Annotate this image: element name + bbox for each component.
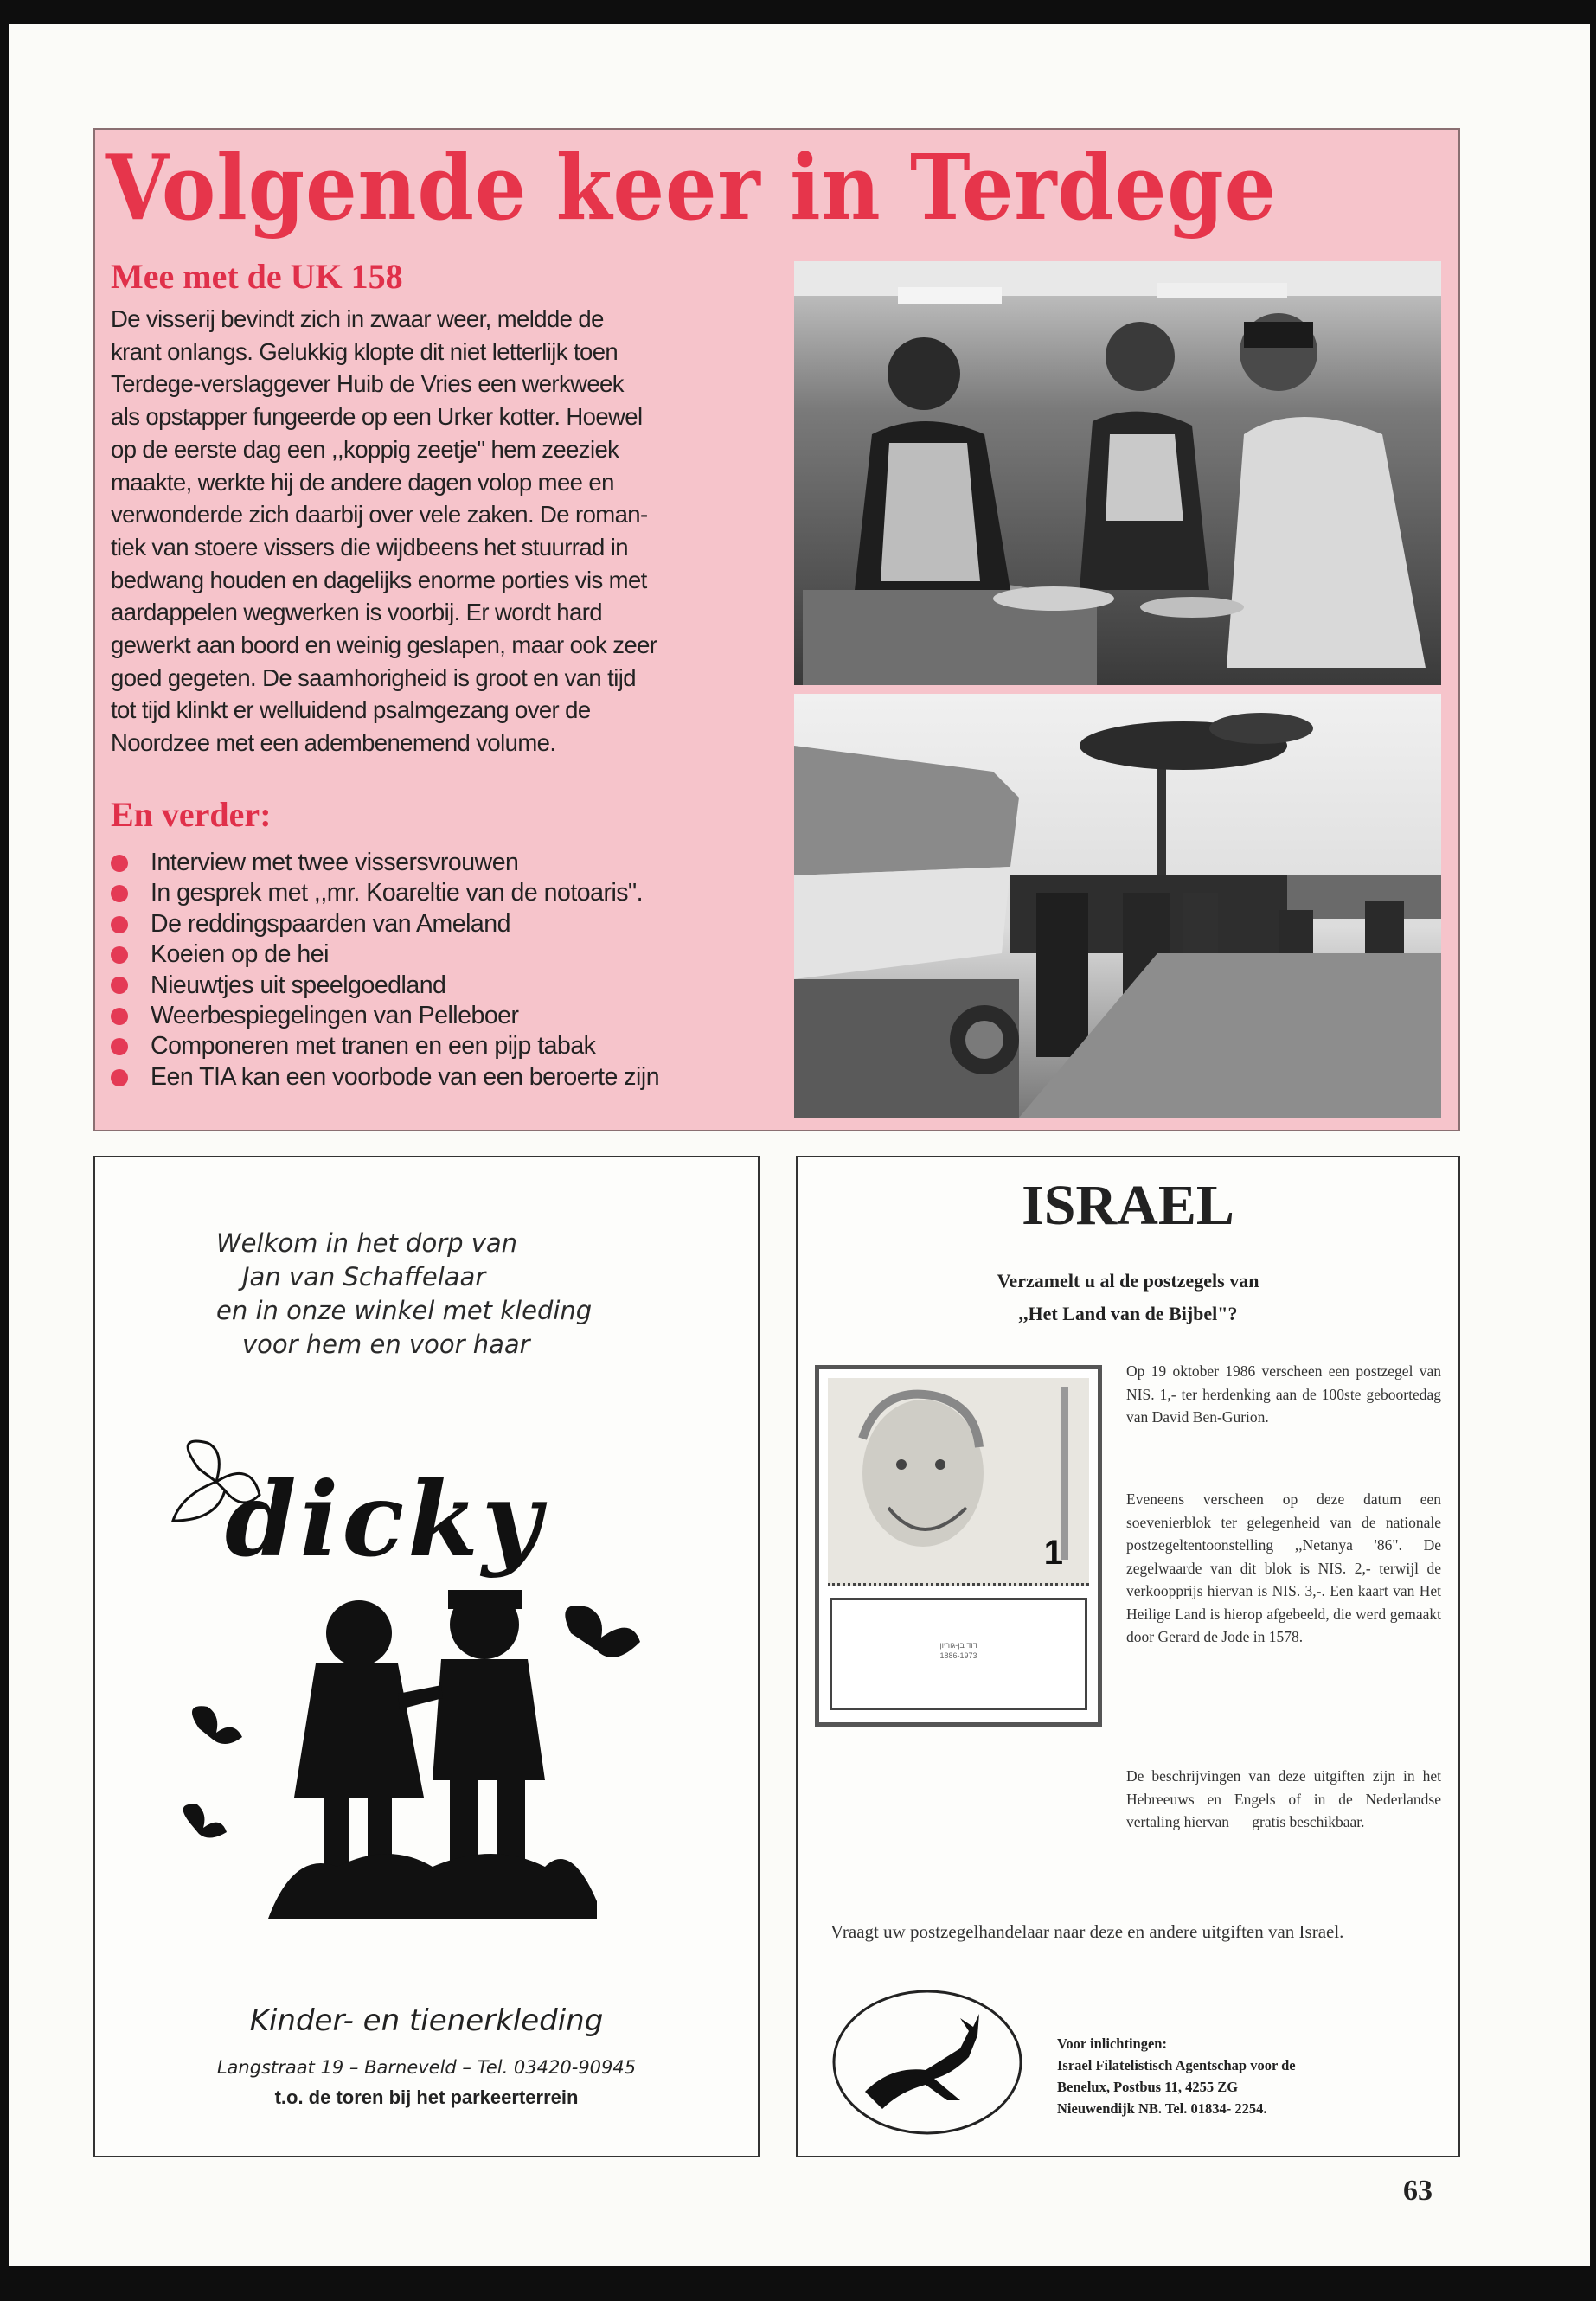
stamp-portrait	[828, 1378, 1089, 1586]
dicky-logo-illustration	[164, 1434, 701, 1919]
list-item: Een TIA kan een voorbode van een beroerte zijn	[111, 1062, 855, 1093]
stamp-value: 1	[1043, 1534, 1063, 1572]
bullet-icon	[111, 916, 128, 933]
article-line: op de eerste dag een ,,koppig zeetje" hem zeeziek	[111, 435, 619, 463]
list-item: Koeien op de hei	[111, 939, 855, 970]
tagline: Kinder- en tienerkleding	[249, 2003, 604, 2038]
souvenir-block-description: Eveneens verscheen op deze datum een soevenierblok ter gelegenheid van de nationale postzegeltentoonstelling ,,Netanya '86". De zegelwaarde van dit blok is NIS. 2,- terwijl de verkoopprijs hiervan is NIS. 3,-. Een kaart van Het Heilige Land is hierop afgebeeld, die werd gemaakt door Gerard de Jode in 1578.	[1126, 1490, 1441, 1645]
article-line: tiek van stoere vissers die wijdbeens het stuurrad in	[111, 533, 628, 561]
shop-address: Langstraat 19 – Barneveld – Tel. 03420-90945	[216, 2057, 637, 2078]
article-line: Noordzee met een adembenemend volume.	[111, 729, 556, 757]
rescue-horses-photo	[794, 694, 1441, 1118]
further-heading: En verder:	[111, 795, 272, 834]
article-line: goed gegeten. De saamhorigheid is groot en van tijd	[111, 663, 636, 691]
article-line: Terdege-verslaggever Huib de Vries een werkweek	[111, 370, 624, 398]
article-line: tot tijd klinkt er welluidend psalmgezang over de	[111, 696, 591, 724]
israel-stamps-advertisement	[796, 1156, 1460, 2157]
dicky-advertisement	[93, 1156, 760, 2157]
next-issue-panel	[93, 128, 1460, 1131]
list-item: Weerbespiegelingen van Pelleboer	[111, 1001, 855, 1031]
ad-title: ISRAEL	[1022, 1174, 1234, 1237]
list-item: In gesprek met ,,mr. Koareltie van de notoaris".	[111, 878, 855, 908]
list-item: Nieuwtjes uit speelgoedland	[111, 971, 855, 1001]
article-body	[111, 303, 768, 760]
article-line: bedwang houden en dagelijks enorme porties vis met	[111, 566, 647, 593]
article-line: als opstapper fungeerde op een Urker kotter. Hoewel	[111, 403, 643, 431]
dicky-logo: dicky	[225, 1459, 545, 1580]
shop-landmark: t.o. de toren bij het parkeerterrein	[274, 2086, 579, 2108]
list-item: Interview met twee vissersvrouwen	[111, 848, 855, 878]
further-list	[111, 848, 855, 1093]
ad-subtitle: Verzamelt u al de postzegels van ,,Het Land van de Bijbel"?	[997, 1270, 1259, 1324]
bullet-icon	[111, 1008, 128, 1025]
welcome-text: Welkom in het dorp van Jan van Schaffelaar en in onze winkel met kleding voor hem en voor haar	[216, 1228, 593, 1359]
article-line: gewerkt aan boord en weinig geslapen, maar ook zeer	[111, 631, 657, 659]
article-line: verwonderde zich daarbij over vele zaken. De roman-	[111, 501, 648, 529]
children-silhouette-icon	[183, 1590, 640, 1919]
article-line: maakte, werkte hij de andere dagen volop mee en	[111, 468, 614, 496]
article-line: De visserij bevindt zich in zwaar weer, meldde de	[111, 305, 604, 332]
article-heading: Mee met de UK 158	[111, 257, 403, 296]
stamp-tab: דוד בן-גוריון 1886-1973	[830, 1598, 1087, 1710]
bullet-icon	[111, 977, 128, 994]
panel-title: Volgende keer in Terdege	[106, 134, 1278, 240]
contact-info: Voor inlichtingen: Israel Filatelistisch Agentschap voor de Benelux, Postbus 11, 4255 ZG Nieuwendijk NB. Tel. 01834- 2254.	[1057, 2035, 1296, 2117]
bullet-icon	[111, 946, 128, 964]
fishermen-photo	[794, 261, 1441, 685]
article-line: krant onlangs. Gelukkig klopte dit niet letterlijk toen	[111, 337, 619, 365]
bullet-icon	[111, 885, 128, 902]
magazine-page	[9, 24, 1590, 2266]
call-to-action: Vraagt uw postzegelhandelaar naar deze en andere uitgiften van Israel.	[830, 1921, 1344, 1942]
list-item: Componeren met tranen en een pijp tabak	[111, 1031, 855, 1061]
page-number: 63	[1403, 2175, 1433, 2207]
bullet-icon	[111, 1069, 128, 1086]
bullet-icon	[111, 1038, 128, 1055]
bullet-icon	[111, 855, 128, 872]
gazelle-emblem-icon	[830, 1988, 1024, 2137]
ben-gurion-stamp	[815, 1365, 1102, 1727]
article-line: aardappelen wegwerken is voorbij. Er wordt hard	[111, 599, 602, 626]
list-item: De reddingspaarden van Ameland	[111, 909, 855, 939]
availability-note: De beschrijvingen van deze uitgiften zijn in het Hebreeuws en Engels of in de Nederlandse vertaling hiervan — gratis beschikbaar.	[1126, 1767, 1441, 1830]
stamp-description: Op 19 oktober 1986 verscheen een postzegel van NIS. 1,- ter herdenking aan de 100ste geboortedag van David Ben-Gurion.	[1126, 1362, 1441, 1426]
